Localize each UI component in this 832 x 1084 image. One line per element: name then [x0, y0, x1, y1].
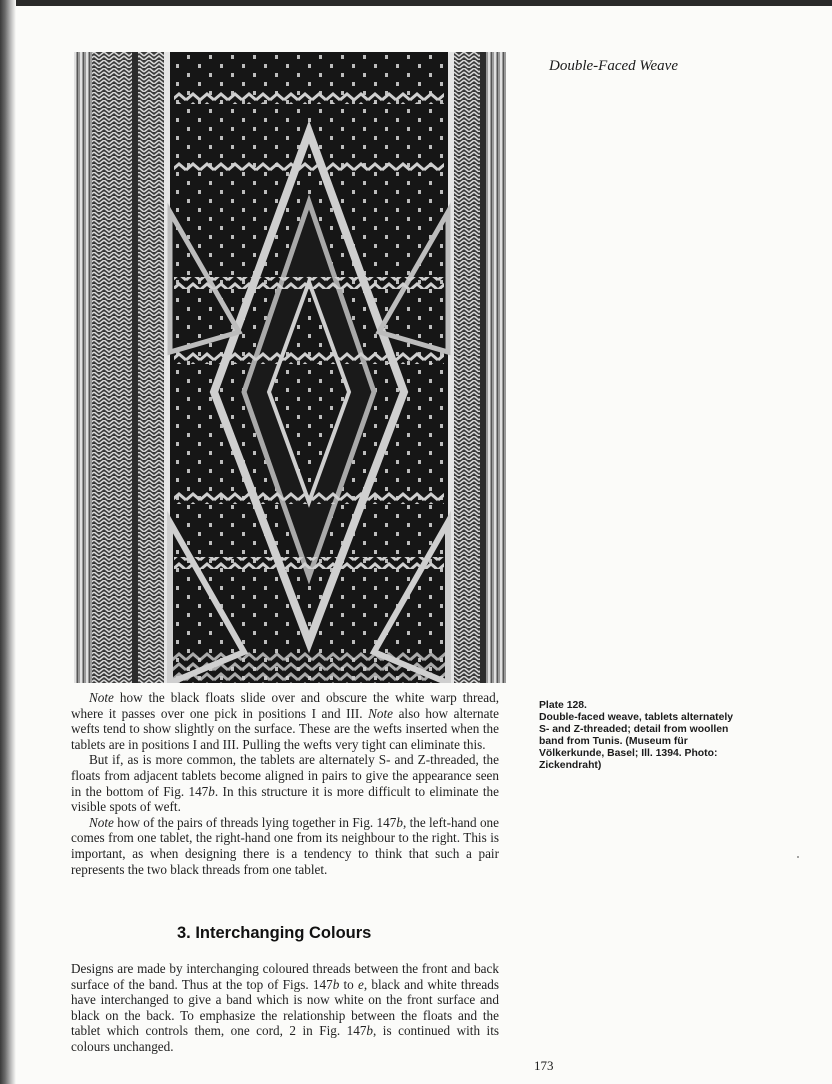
- paragraph-interchanging: Designs are made by interchanging coloured threads between the front and back surface of the band. Thus at the top of Figs. 147b to e, black and white threads have interchanged to give a band which is now white on the front surface and black on the back. To emphasize the relationship between the floats and the tablet which controls them, one cord, 2 in Fig. 147b, is continued with its colours unchanged.: [71, 961, 499, 1054]
- page-number: 173: [534, 1058, 554, 1073]
- body-text-lower: [71, 961, 499, 1055]
- scan-binding-shadow: [0, 0, 16, 1084]
- plate-caption: [539, 700, 754, 772]
- caption-line: Völkerkunde, Basel; Ill. 1394. Photo:: [539, 748, 718, 759]
- caption-line: S- and Z-threaded; detail from woollen: [539, 724, 729, 735]
- scan-top-edge: [0, 0, 832, 6]
- scan-speck: [797, 856, 799, 858]
- paragraph-alternate-threading: But if, as is more common, the tablets are alternately S- and Z-threaded, the floats from adjacent tablets become aligned in pairs to give the appearance seen in the bottom of Fig. 147b. In this structure it is more difficult to eliminate the visible spots of weft.: [71, 752, 500, 815]
- caption-line: band from Tunis. (Museum für: [539, 736, 688, 747]
- running-head: Double-Faced Weave: [549, 58, 678, 74]
- section-heading: 3. Interchanging Colours: [177, 924, 372, 942]
- caption-label: Plate 128.: [539, 700, 587, 711]
- plate-photograph: [74, 52, 506, 683]
- paragraph-note-pairs: Note how of the pairs of threads lying together in Fig. 147b, the left-hand one comes from one tablet, the right-hand one from its neighbour to the right. This is important, as when designing there is a tendency to think that such a pair represents the two black threads from one tablet.: [71, 814, 499, 877]
- caption-line: Double-faced weave, tablets alternately: [539, 712, 734, 723]
- body-text-upper: [71, 690, 499, 877]
- paragraph-note-floats: Note how the black floats slide over and obscure the white warp thread, where it passes over one pick in positions I and III. Note also how alternate wefts tend to show slightly on the surface. These are the wefts inserted when the tablets are in positions I and III. Pulling the wefts very tight can eliminate this.: [71, 690, 499, 752]
- caption-line: Zickendraht): [539, 760, 602, 771]
